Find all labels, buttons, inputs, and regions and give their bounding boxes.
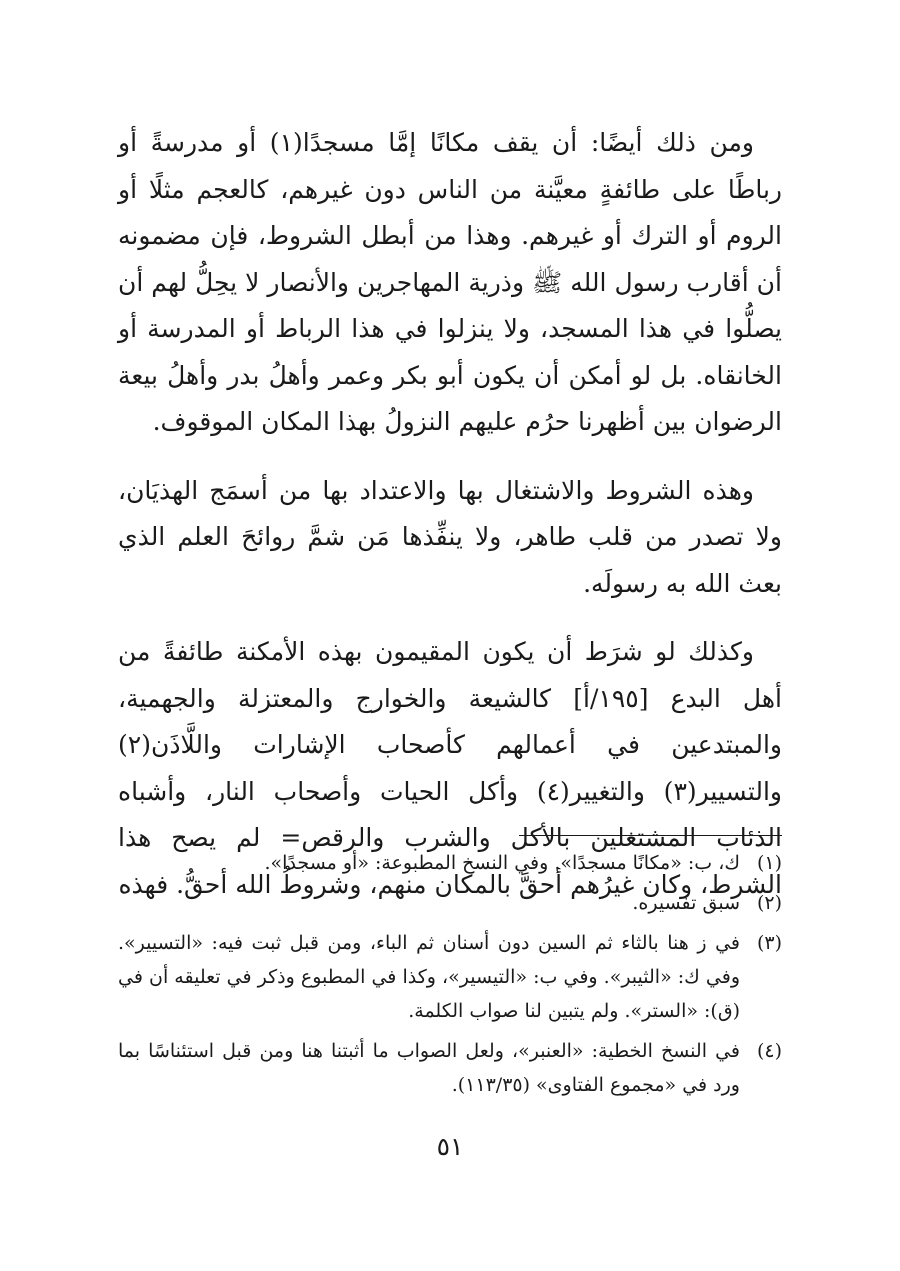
footnote-number: (٢) (756, 892, 782, 914)
footnote-1 (118, 846, 782, 880)
footnote-4 (118, 1034, 782, 1102)
footnote-2 (118, 886, 782, 920)
footnote-number: (٣) (756, 932, 782, 954)
footnote-text: سبق تفسيره. (632, 892, 740, 914)
book-page (118, 120, 782, 1200)
footnote-text: ك، ب: «مكانًا مسجدًا». وفي النسخ المطبوعة: «أو مسجدًا». (264, 852, 740, 874)
paragraph-1: ومن ذلك أيضًا: أن يقف مكانًا إمَّا مسجدًا(١) أو مدرسةً أو رباطًا على طائفةٍ معيَّنة من الناس دون غيرهم، كالعجم مثلًا أو الروم أو الترك أو غيرهم. وهذا من أبطل الشروط، فإن مضمونه أن أقارب رسول الله ﷺ وذرية المهاجرين والأنصار لا يحِلُّ لهم أن يصلُّوا في هذا المسجد، ولا ينزلوا في هذا الرباط أو المدرسة أو الخانقاه. بل لو أمكن أن يكون أبو بكر وعمر وأهلُ بدر وأهلُ بيعة الرضوان بين أظهرنا حرُم عليهم النزولُ بهذا المكان الموقوف. (118, 128, 782, 436)
paragraph-3: وكذلك لو شرَط أن يكون المقيمون بهذه الأمكنة طائفةً من أهل البدع [١٩٥/أ] كالشيعة والخوارج والمعتزلة والجهمية، والمبتدعين في أعمالهم كأصحاب الإشارات واللَّاذَن(٢) والتسيير(٣) والتغيير(٤) وأكل الحيات وأصحاب النار، وأشباه الذئاب المشتغلين بالأكل والشرب والرقص= لم يصح هذا الشرط، وكان غيرُهم أحقَّ بالمكان منهم، وشروطُ الله أحقُّ. فهذه (118, 637, 782, 899)
footnote-3 (118, 926, 782, 1028)
footnote-text: في النسخ الخطية: «العنبر»، ولعل الصواب ما أثبتنا هنا ومن قبل استئناسًا بما ورد في «مجموع الفتاوى» (١١٣/٣٥). (118, 1040, 740, 1096)
footnote-number: (٤) (756, 1040, 782, 1062)
main-text (118, 120, 782, 908)
footnote-number: (١) (756, 852, 782, 874)
footnotes (118, 846, 782, 1108)
footnote-text: في ز هنا بالثاء ثم السين دون أسنان ثم الباء، ومن قبل ثبت فيه: «التسيير». وفي ك: «الثيبر». وفي ب: «التيسير»، وكذا في المطبوع وذكر في تعليقه أن في (ق): «الستر». ولم يتبين لنا صواب الكلمة. (118, 932, 740, 1022)
footnote-separator (519, 835, 782, 836)
page-number: ٥١ (436, 1132, 464, 1161)
paragraph-2: وهذه الشروط والاشتغال بها والاعتداد بها من أسمَج الهذيَان، ولا تصدر من قلب طاهر، ولا ينفِّذها مَن شمَّ روائحَ العلم الذي بعث الله به رسولَه. (118, 475, 782, 598)
